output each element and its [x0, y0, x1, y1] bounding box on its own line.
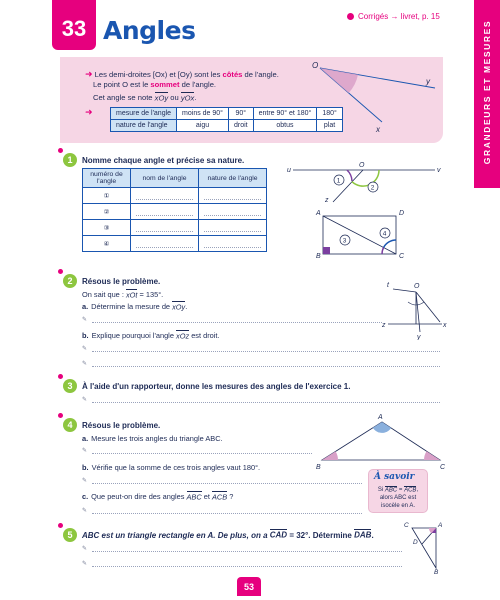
arrow-icon: ➜ — [85, 107, 93, 117]
right-angle-mark — [323, 247, 330, 254]
definition-line-3 — [93, 93, 196, 102]
label-z: z — [382, 322, 386, 329]
exercise-5-figure — [400, 518, 450, 574]
exercise-4-heading — [63, 418, 160, 432]
exercise-3-heading — [63, 379, 350, 393]
label-d: D — [413, 539, 418, 546]
table-cell: moins de 90° — [177, 108, 229, 120]
text: , — [416, 487, 419, 493]
keyword-cotes: côtés — [222, 70, 243, 79]
label-z: z — [325, 197, 329, 204]
answer-cell[interactable] — [131, 204, 199, 220]
text: . — [194, 93, 197, 102]
bullet-icon — [347, 13, 354, 20]
row-number: ① — [83, 188, 131, 204]
text: . — [185, 302, 188, 311]
exercise-1-heading — [63, 153, 244, 167]
pencil-icon: ✎ — [82, 346, 88, 352]
answer-cell[interactable] — [199, 188, 267, 204]
pencil-icon: ✎ — [82, 317, 88, 323]
label-b: B — [316, 253, 321, 260]
text: ABC est un triangle rectangle en A. De plus, on a — [82, 530, 270, 540]
text: ou — [168, 93, 181, 102]
text: Mesure les trois angles du triangle ABC. — [91, 434, 223, 443]
answer-line[interactable] — [92, 483, 362, 484]
a-savoir-box — [368, 469, 428, 513]
text: et — [201, 492, 212, 501]
exercise-number-badge: 2 — [63, 274, 77, 288]
row-number: ② — [83, 204, 131, 220]
label-d: D — [399, 210, 405, 217]
angle-notation: ACB — [404, 487, 417, 493]
text: Que peut-on dire des angles — [91, 492, 187, 501]
label-y: y — [426, 77, 430, 86]
exercise-title: Résous le problème. — [82, 420, 161, 430]
exercise-title: Résous le problème. — [82, 276, 161, 286]
answer-line[interactable] — [92, 453, 312, 454]
exercise-4b-question — [82, 463, 260, 472]
angle-4-arc — [384, 240, 396, 248]
table-header: nature de l'angle — [199, 169, 267, 188]
label-o: O — [414, 283, 420, 290]
text: ? — [227, 492, 234, 501]
exercise-2-given — [82, 290, 163, 299]
pencil-icon: ✎ — [82, 448, 88, 454]
answer-line[interactable] — [92, 366, 440, 367]
pencil-icon: ✎ — [82, 508, 88, 514]
exercise-2-heading — [63, 274, 160, 288]
table-row — [83, 220, 267, 236]
label-c: C — [399, 253, 405, 260]
chapter-number: 33 — [52, 0, 96, 50]
exercise-number-badge: 3 — [63, 379, 77, 393]
text: Explique pourquoi l'angle — [91, 331, 176, 340]
ray-ot — [393, 289, 416, 292]
table-cell: droit — [228, 120, 253, 132]
angle-1-arc — [347, 170, 352, 181]
label-o: O — [312, 61, 319, 70]
label-c: C — [404, 522, 409, 529]
label-b: B — [434, 569, 439, 574]
text: Le point O est le — [93, 80, 151, 89]
answer-cell[interactable] — [131, 220, 199, 236]
text: = 32°. Détermine — [287, 530, 355, 540]
angle-notation: xOz — [176, 331, 190, 340]
marker-4-text: 4 — [382, 230, 387, 238]
label-a: A — [438, 522, 443, 529]
exercise-title — [82, 531, 374, 540]
label-a: A — [316, 210, 321, 217]
question-label: c. — [82, 492, 89, 501]
label-o: O — [359, 162, 365, 169]
answer-cell[interactable] — [131, 236, 199, 252]
text: = 135°. — [137, 290, 164, 299]
pencil-icon: ✎ — [82, 561, 88, 567]
text: . — [371, 530, 374, 540]
text: est droit. — [189, 331, 220, 340]
label-c: C — [440, 464, 446, 471]
pencil-icon: ✎ — [82, 546, 88, 552]
a-savoir-line-3: isocèle en A. — [380, 503, 416, 509]
label-x: x — [376, 125, 380, 134]
answer-line[interactable] — [92, 351, 440, 352]
exercise-number-badge: 1 — [63, 153, 77, 167]
exercise-4-triangle — [310, 410, 450, 472]
pencil-icon: ✎ — [82, 361, 88, 367]
table-cell: obtus — [253, 120, 317, 132]
row-number: ③ — [83, 220, 131, 236]
table-row — [83, 236, 267, 252]
exercise-2a-question — [82, 302, 187, 311]
ray-ox — [416, 292, 440, 322]
text: Vérifie que la somme de ces trois angles vaut 180°. — [91, 463, 261, 472]
corriges-text: Corrigés → livret, p. 15 — [358, 12, 440, 21]
table-cell: nature de l'angle — [111, 120, 177, 132]
a-savoir-line-2: alors ABC est — [379, 495, 417, 501]
exercise-number-badge: 4 — [63, 418, 77, 432]
table-cell: 180° — [317, 108, 342, 120]
angle-xoy-figure — [310, 60, 450, 140]
pencil-icon: ✎ — [82, 397, 88, 403]
angle-notation: ACB — [211, 492, 228, 501]
side-band — [474, 0, 500, 188]
angle-c-fill — [424, 451, 440, 460]
row-number: ④ — [83, 236, 131, 252]
answer-line[interactable] — [92, 566, 402, 567]
table-cell: mesure de l'angle — [111, 108, 177, 120]
exercise-5-heading — [63, 528, 374, 542]
definition-line-2 — [93, 80, 216, 89]
angle-arc — [320, 68, 358, 93]
exercise-title: À l'aide d'un rapporteur, donne les mesures des angles de l'exercice 1. — [82, 381, 351, 391]
definition-line-1 — [85, 69, 279, 80]
angle-notation: xOy — [154, 93, 169, 102]
angle-nature-table — [110, 107, 343, 132]
angle-notation: yOx — [180, 93, 195, 102]
angle-a-fill — [373, 422, 391, 433]
text: Si — [377, 487, 385, 493]
text: = — [397, 487, 405, 493]
table-cell: aigu — [177, 120, 229, 132]
label-a: A — [378, 414, 383, 421]
table-cell: plat — [317, 120, 342, 132]
question-label: b. — [82, 331, 89, 340]
exercise-number-badge: 5 — [63, 528, 77, 542]
answer-line[interactable] — [92, 551, 402, 552]
exercise-4c-question — [82, 492, 233, 501]
label-u: u — [287, 167, 291, 174]
question-label: a. — [82, 302, 89, 311]
answer-cell[interactable] — [199, 220, 267, 236]
table-header: numéro de l'angle — [83, 169, 131, 188]
angle-notation: CAD — [269, 530, 288, 540]
angle-notation: ABC — [384, 487, 398, 493]
answer-line[interactable] — [92, 402, 440, 403]
label-b: B — [316, 464, 321, 471]
marker-1-text: 1 — [336, 177, 341, 185]
ray-oy — [416, 292, 420, 332]
text: On sait que : — [82, 290, 126, 299]
text: Les demi-droites [Ox) et [Oy) sont les — [94, 70, 223, 79]
label-t: t — [387, 282, 389, 289]
answer-line[interactable] — [92, 513, 362, 514]
table-cell: 90° — [228, 108, 253, 120]
table-row — [83, 188, 267, 204]
answer-line[interactable] — [92, 322, 382, 323]
exercise-1-figure — [285, 160, 445, 260]
angle-notation: ABC — [186, 492, 202, 501]
exercise-2b-question — [82, 331, 220, 340]
angle-3-arc — [382, 248, 384, 255]
triangle-abc — [412, 528, 436, 568]
label-x: x — [443, 322, 447, 329]
exercise-2-figure — [380, 278, 450, 340]
text: Cet angle se note — [93, 93, 155, 102]
page-title: Angles — [103, 16, 196, 45]
a-savoir-title: À savoir — [374, 472, 415, 482]
pencil-icon: ✎ — [82, 478, 88, 484]
table-row — [83, 204, 267, 220]
text: de l'angle. — [242, 70, 279, 79]
label-v: v — [437, 167, 441, 174]
exercise-1-table — [82, 168, 267, 252]
label-y: y — [417, 334, 421, 340]
marker-2-text: 2 — [370, 184, 375, 192]
keyword-sommet: sommet — [150, 80, 180, 89]
arrow-icon: ➜ — [85, 69, 93, 79]
angle-b-fill — [322, 451, 338, 460]
answer-cell[interactable] — [131, 188, 199, 204]
corriges-link[interactable] — [347, 12, 440, 21]
table-cell: entre 90° et 180° — [253, 108, 317, 120]
question-label: b. — [82, 463, 89, 472]
angle-notation: DAB — [354, 530, 372, 540]
marker-3-text: 3 — [342, 237, 347, 245]
exercise-title: Nomme chaque angle et précise sa nature. — [82, 155, 245, 165]
text: Détermine la mesure de — [91, 302, 173, 311]
page-number: 53 — [237, 577, 261, 596]
exercise-4a-question — [82, 434, 223, 443]
a-savoir-line-1 — [369, 487, 427, 493]
angle-notation: xOy — [172, 302, 186, 311]
answer-cell[interactable] — [199, 204, 267, 220]
angle-notation: xOt — [125, 290, 138, 299]
answer-cell[interactable] — [199, 236, 267, 252]
question-label: a. — [82, 434, 89, 443]
side-band-text: GRANDEURS ET MESURES — [482, 19, 492, 165]
text: de l'angle. — [179, 80, 217, 89]
table-header: nom de l'angle — [131, 169, 199, 188]
